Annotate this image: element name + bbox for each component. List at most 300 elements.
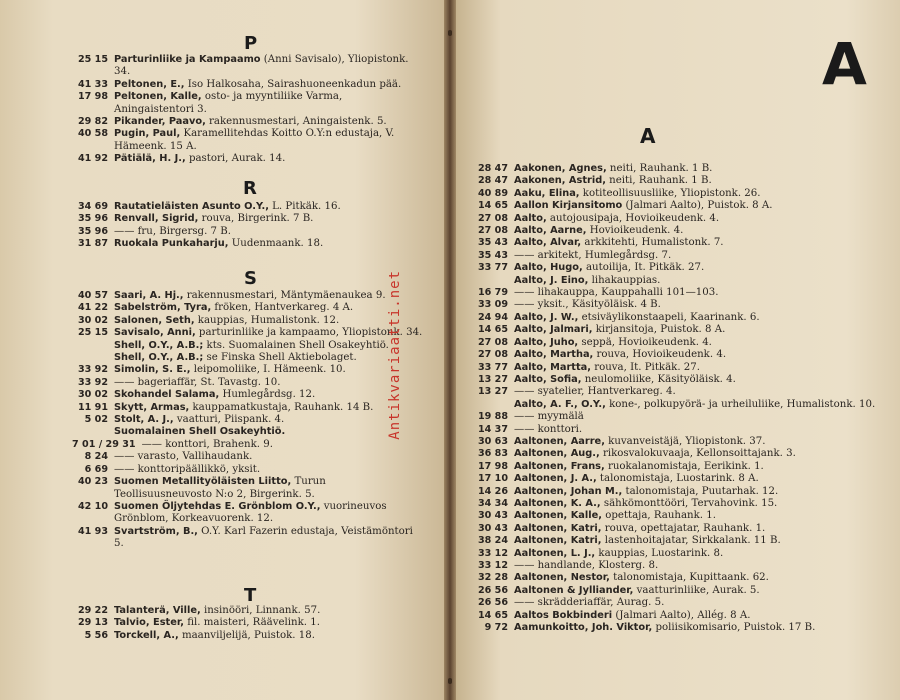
entry-details: Uudenmaank. 18. bbox=[228, 238, 324, 250]
directory-entry bbox=[72, 451, 424, 463]
phone-number bbox=[472, 399, 514, 411]
entry-text bbox=[514, 399, 876, 411]
phone-number: 33 12 bbox=[477, 547, 508, 559]
right-page bbox=[456, 0, 900, 700]
entry-text bbox=[114, 201, 424, 213]
directory-entry bbox=[472, 461, 876, 473]
directory-entry bbox=[72, 54, 424, 79]
entry-details: kuvanveistäjä, Yliopistonk. 37. bbox=[604, 435, 766, 447]
entry-name: Aalto, Aarne, bbox=[514, 225, 587, 237]
entry-details: etsiväylikonstaapeli, Kaarinank. 6. bbox=[578, 311, 760, 323]
entry-details: kauppias, Luostarink. 8. bbox=[595, 547, 724, 559]
phone-number: 33 09 bbox=[477, 299, 508, 311]
entry-details: Turun Teollisuusneuvosto N:o 2, Birgerink. 5. bbox=[114, 476, 326, 500]
phone-number bbox=[472, 275, 514, 287]
entry-name: Suomalainen Shell Osakeyhtiö. bbox=[114, 426, 286, 438]
phone-number: 35 96 bbox=[77, 225, 108, 237]
entry-text bbox=[114, 377, 424, 389]
entry-name: Aakonen, Astrid, bbox=[514, 175, 606, 187]
phone-number: 31 87 bbox=[77, 238, 108, 250]
entry-text bbox=[114, 213, 424, 225]
entry-details: ruokalanomistaja, Eerikink. 1. bbox=[604, 460, 764, 472]
section-a-list bbox=[472, 163, 876, 634]
entry-text bbox=[114, 630, 424, 642]
phone-number: 32 28 bbox=[477, 572, 508, 584]
directory-entry bbox=[472, 411, 876, 423]
phone-number: 41 33 bbox=[77, 78, 108, 90]
directory-entry bbox=[472, 362, 876, 374]
entry-text bbox=[114, 290, 424, 302]
directory-entry bbox=[72, 605, 424, 617]
entry-name: Skytt, Armas, bbox=[114, 401, 190, 413]
entry-details: rakennusmestari, Mäntymäenaukea 9. bbox=[183, 290, 386, 301]
phone-number: 42 10 bbox=[77, 500, 108, 512]
entry-details: kts. Suomalainen Shell Osakeyhtiö. bbox=[203, 339, 389, 351]
entry-name: Talvio, Ester, bbox=[114, 617, 184, 629]
directory-entry bbox=[72, 290, 424, 302]
directory-entry bbox=[72, 501, 424, 526]
phone-number: 29 22 bbox=[77, 605, 108, 616]
phone-number: 30 02 bbox=[77, 389, 108, 401]
phone-number: 25 15 bbox=[77, 54, 108, 65]
entry-name: Aakonen, Agnes, bbox=[514, 163, 607, 174]
entry-text bbox=[114, 352, 424, 364]
entry-details: se Finska Shell Aktiebolaget. bbox=[203, 352, 357, 364]
entry-name: Savisalo, Anni, bbox=[114, 327, 196, 339]
phone-number: 33 77 bbox=[477, 361, 508, 373]
watermark-text: Antikvariaatti.net bbox=[387, 270, 403, 440]
entry-name: Shell, O.Y., A.B.; bbox=[114, 352, 204, 364]
phone-number: 41 22 bbox=[77, 302, 108, 314]
entry-details: (Jalmari Aalto), Puistok. 8 A. bbox=[622, 200, 773, 212]
directory-entry bbox=[472, 250, 876, 262]
entry-details: maanviljelijä, Puistok. 18. bbox=[178, 629, 315, 641]
entry-name: Torckell, A., bbox=[114, 629, 179, 641]
thumb-index-letter: A bbox=[822, 30, 865, 98]
entry-details: —— arkitekt, Humlegårdsg. 7. bbox=[514, 249, 672, 261]
entry-details: —— myymälä bbox=[514, 411, 584, 423]
entry-details: —— syatelier, Hantverkareg. 4. bbox=[514, 386, 676, 398]
entry-details: rouva, Birgerink. 7 B. bbox=[198, 213, 314, 225]
entry-name: Aaltonen, Nestor, bbox=[514, 572, 610, 584]
directory-entry bbox=[72, 153, 424, 165]
phone-number: 14 37 bbox=[477, 423, 508, 435]
directory-entry bbox=[72, 377, 424, 389]
directory-entry bbox=[472, 374, 876, 386]
directory-entry bbox=[472, 324, 876, 336]
entry-text bbox=[114, 605, 424, 617]
entry-name: Peltonen, E., bbox=[114, 78, 185, 90]
entry-text bbox=[514, 362, 876, 374]
section-p-list bbox=[72, 54, 424, 166]
entry-name: Aaltonen, Katri, bbox=[514, 535, 602, 547]
directory-entry bbox=[72, 302, 424, 314]
section-letter-r: R bbox=[243, 178, 257, 199]
directory-entry bbox=[72, 91, 424, 116]
directory-entry bbox=[72, 389, 424, 401]
binding-hole bbox=[448, 30, 452, 36]
entry-details: kirjansitoja, Puistok. 8 A. bbox=[592, 324, 726, 336]
entry-text bbox=[514, 324, 876, 336]
entry-text bbox=[514, 175, 876, 187]
directory-entry bbox=[472, 448, 876, 460]
phone-number bbox=[72, 426, 114, 438]
phone-number: 13 27 bbox=[477, 386, 508, 398]
entry-text bbox=[514, 250, 876, 262]
directory-entry bbox=[472, 622, 876, 634]
entry-details: kauppamatkustaja, Rauhank. 14 B. bbox=[189, 401, 374, 413]
entry-name: Aalto, Martha, bbox=[514, 349, 594, 361]
directory-entry bbox=[472, 299, 876, 311]
phone-number: 16 79 bbox=[477, 287, 508, 299]
directory-entry bbox=[472, 213, 876, 225]
entry-details: autoilija, It. Pitkäk. 27. bbox=[582, 262, 705, 274]
section-letter-a: A bbox=[640, 124, 656, 148]
entry-details: rakennusmestari, Aningaistenk. 5. bbox=[205, 116, 387, 128]
phone-number: 27 08 bbox=[477, 336, 508, 348]
directory-entry bbox=[472, 287, 876, 299]
entry-details: sähkömonttööri, Tervahovink. 15. bbox=[600, 497, 778, 509]
entry-details: —— konttoripäällikkö, yksit. bbox=[114, 463, 261, 475]
entry-text bbox=[114, 364, 424, 376]
entry-text bbox=[114, 501, 424, 526]
entry-text bbox=[114, 464, 424, 476]
entry-text bbox=[514, 622, 876, 634]
entry-name: Aaku, Elina, bbox=[514, 187, 580, 199]
entry-text bbox=[514, 560, 876, 572]
entry-details: lastenhoitajatar, Sirkkalank. 11 B. bbox=[601, 535, 781, 547]
entry-details: vuorineuvos Grönblom, Korkeavuorenk. 12. bbox=[114, 500, 387, 525]
phone-number: 24 94 bbox=[477, 311, 508, 323]
entry-name: Suomen Metallityöläisten Liitto, bbox=[114, 476, 292, 488]
directory-entry bbox=[472, 262, 876, 274]
entry-name: Aalto, J. Eino, bbox=[514, 274, 589, 286]
phone-number: 33 92 bbox=[77, 376, 108, 388]
entry-name: Aalto, Juho, bbox=[514, 336, 579, 348]
directory-entry bbox=[72, 201, 424, 213]
entry-details: opettaja, Rauhank. 1. bbox=[601, 510, 716, 522]
phone-number: 35 43 bbox=[477, 249, 508, 261]
phone-number bbox=[72, 340, 114, 352]
phone-number: 8 24 bbox=[84, 451, 108, 463]
entry-name: Sabelström, Tyra, bbox=[114, 302, 212, 314]
directory-entry bbox=[72, 79, 424, 91]
directory-entry bbox=[72, 402, 424, 414]
entry-name: Renvall, Sigrid, bbox=[114, 213, 199, 225]
entry-name: Pikander, Paavo, bbox=[114, 116, 206, 128]
directory-entry bbox=[72, 128, 424, 153]
section-t-list bbox=[72, 605, 424, 642]
entry-text bbox=[514, 548, 876, 560]
entry-text bbox=[514, 237, 876, 249]
entry-name: Aaltos Bokbinderi bbox=[514, 609, 613, 621]
phone-number: 30 63 bbox=[477, 435, 508, 447]
entry-details: —— konttori. bbox=[514, 423, 583, 435]
directory-entry bbox=[72, 476, 424, 501]
phone-number: 28 47 bbox=[477, 175, 508, 187]
directory-entry bbox=[472, 225, 876, 237]
entry-details: kone-, polkupyörä- ja urheiluliike, Humalistonk. 10. bbox=[605, 398, 876, 410]
phone-number: 19 88 bbox=[477, 411, 508, 423]
phone-number: 26 56 bbox=[477, 584, 508, 596]
phone-number: 25 15 bbox=[77, 327, 108, 339]
entry-text bbox=[514, 610, 876, 622]
entry-details: osto- ja myyntiliike Varma, Aningaistentori 3. bbox=[114, 91, 343, 115]
entry-text bbox=[114, 238, 424, 250]
entry-text bbox=[514, 510, 876, 522]
entry-text bbox=[142, 439, 424, 451]
entry-text bbox=[114, 451, 424, 463]
section-letter-t: T bbox=[244, 585, 257, 606]
entry-name: Aaltonen, Katri, bbox=[514, 522, 602, 534]
phone-number: 27 08 bbox=[477, 349, 508, 361]
phone-number: 9 72 bbox=[484, 622, 508, 634]
directory-entry bbox=[72, 327, 424, 339]
entry-details: —— varasto, Vallihaudank. bbox=[114, 451, 253, 463]
directory-entry bbox=[72, 364, 424, 376]
entry-text bbox=[114, 340, 424, 352]
entry-name: Aaltonen, Johan M., bbox=[514, 485, 623, 497]
entry-text bbox=[514, 498, 876, 510]
directory-entry bbox=[472, 436, 876, 448]
entry-name: Aaltonen, K. A., bbox=[514, 497, 601, 509]
directory-entry bbox=[72, 439, 424, 451]
entry-details: poliisikomisario, Puistok. 17 B. bbox=[652, 622, 816, 634]
entry-text bbox=[514, 163, 876, 175]
entry-name: Aaltonen, Aarre, bbox=[514, 435, 605, 447]
directory-entry bbox=[472, 188, 876, 200]
phone-number: 35 96 bbox=[77, 213, 108, 225]
entry-details: kotiteollisuusliike, Yliopistonk. 26. bbox=[579, 187, 761, 199]
phone-number: 33 92 bbox=[77, 364, 108, 376]
entry-name: Aamunkoitto, Joh. Viktor, bbox=[514, 622, 653, 634]
phone-number: 5 02 bbox=[84, 414, 108, 426]
entry-text bbox=[114, 402, 424, 414]
entry-details: arkkitehti, Humalistonk. 7. bbox=[581, 237, 724, 249]
entry-text bbox=[114, 116, 424, 128]
entry-details: Humlegårdsg. 12. bbox=[219, 389, 316, 401]
entry-text bbox=[514, 200, 876, 212]
phone-number: 30 02 bbox=[77, 314, 108, 326]
entry-name: Shell, O.Y., A.B.; bbox=[114, 339, 204, 351]
entry-text bbox=[514, 436, 876, 448]
entry-text bbox=[514, 523, 876, 535]
entry-name: Parturinliike ja Kampaamo bbox=[114, 54, 261, 65]
entry-details: seppä, Hovioikeudenk. 4. bbox=[578, 336, 712, 348]
entry-details: talonomistaja, Puutarhak. 12. bbox=[622, 485, 779, 497]
directory-entry bbox=[72, 426, 424, 438]
entry-name: Aalto, Martta, bbox=[514, 361, 591, 373]
entry-details: —— bageriaffär, St. Tavastg. 10. bbox=[114, 376, 281, 388]
phone-number: 11 91 bbox=[77, 401, 108, 413]
directory-entry bbox=[72, 238, 424, 250]
directory-entry bbox=[472, 237, 876, 249]
entry-details: neulomoliike, Käsityöläisk. 4. bbox=[581, 373, 736, 385]
entry-text bbox=[514, 535, 876, 547]
entry-details: rouva, Hovioikeudenk. 4. bbox=[593, 349, 727, 361]
entry-name: Rautatieläisten Asunto O.Y., bbox=[114, 201, 269, 212]
entry-name: Pätiälä, H. J., bbox=[114, 153, 186, 165]
entry-name: Svartström, B., bbox=[114, 525, 198, 537]
directory-entry bbox=[472, 572, 876, 584]
entry-text bbox=[114, 389, 424, 401]
entry-name: Aalto, Alvar, bbox=[514, 237, 582, 249]
phone-number: 40 23 bbox=[77, 476, 108, 488]
directory-entry bbox=[72, 226, 424, 238]
entry-name: Aaltonen, Kalle, bbox=[514, 510, 602, 522]
left-page bbox=[0, 0, 444, 700]
section-letter-s: S bbox=[244, 268, 257, 289]
entry-text bbox=[114, 426, 424, 438]
entry-name: Salonen, Seth, bbox=[114, 314, 195, 326]
entry-name: Ruokala Punkaharju, bbox=[114, 238, 229, 250]
section-letter-p: P bbox=[244, 33, 258, 54]
phone-number: 38 24 bbox=[477, 535, 508, 547]
directory-entry bbox=[472, 510, 876, 522]
phone-number: 35 43 bbox=[477, 237, 508, 249]
phone-number: 28 47 bbox=[477, 163, 508, 174]
entry-details: Iso Halkosaha, Sairashuoneenkadun pää. bbox=[184, 78, 402, 90]
entry-text bbox=[114, 54, 424, 79]
entry-details: rouva, opettajatar, Rauhank. 1. bbox=[601, 522, 766, 534]
directory-entry bbox=[472, 560, 876, 572]
entry-details: rikosvalokuvaaja, Kellonsoittajank. 3. bbox=[599, 448, 796, 460]
phone-number: 14 65 bbox=[477, 324, 508, 336]
entry-text bbox=[514, 585, 876, 597]
entry-text bbox=[114, 315, 424, 327]
entry-text bbox=[114, 526, 424, 551]
directory-entry bbox=[472, 337, 876, 349]
entry-details: autojousipaja, Hovioikeudenk. 4. bbox=[546, 212, 720, 224]
entry-details: leipomoliike, I. Hämeenk. 10. bbox=[190, 364, 346, 376]
directory-entry bbox=[472, 498, 876, 510]
entry-name: Aalto, Sofia, bbox=[514, 373, 582, 385]
directory-entry bbox=[72, 630, 424, 642]
entry-text bbox=[114, 476, 424, 501]
entry-text bbox=[114, 79, 424, 91]
book-gutter bbox=[444, 0, 456, 700]
entry-text bbox=[514, 461, 876, 473]
directory-entry bbox=[472, 585, 876, 597]
entry-name: Pugin, Paul, bbox=[114, 128, 181, 140]
entry-name: Stolt, A. J., bbox=[114, 414, 174, 426]
entry-text bbox=[514, 448, 876, 460]
phone-number: 14 26 bbox=[477, 485, 508, 497]
entry-details: —— konttori, Brahenk. 9. bbox=[141, 438, 273, 450]
binding-hole bbox=[448, 678, 452, 684]
entry-details: Hovioikeudenk. 4. bbox=[586, 225, 684, 237]
phone-number: 34 69 bbox=[77, 201, 108, 212]
phone-number: 13 27 bbox=[477, 373, 508, 385]
entry-text bbox=[114, 226, 424, 238]
phone-number: 17 98 bbox=[477, 460, 508, 472]
entry-details: rouva, It. Pitkäk. 27. bbox=[591, 361, 701, 373]
directory-entry bbox=[72, 352, 424, 364]
entry-details: lihakauppias. bbox=[588, 274, 661, 286]
entry-text bbox=[114, 153, 424, 165]
entry-name: Aaltonen, Frans, bbox=[514, 460, 605, 472]
entry-details: —— lihakauppa, Kauppahalli 101—103. bbox=[514, 287, 719, 299]
directory-entry bbox=[472, 597, 876, 609]
entry-name: Aaltonen, Aug., bbox=[514, 448, 600, 460]
directory-entry bbox=[72, 526, 424, 551]
entry-text bbox=[114, 128, 424, 153]
entry-name: Peltonen, Kalle, bbox=[114, 91, 202, 103]
directory-entry bbox=[72, 414, 424, 426]
directory-entry bbox=[472, 610, 876, 622]
entry-details: fröken, Hantverkareg. 4 A. bbox=[211, 302, 354, 314]
section-r-list bbox=[72, 201, 424, 251]
directory-entry bbox=[72, 315, 424, 327]
directory-entry bbox=[472, 473, 876, 485]
phone-number: 27 08 bbox=[477, 212, 508, 224]
entry-text bbox=[514, 411, 876, 423]
phone-number: 33 77 bbox=[477, 262, 508, 274]
entry-name: Aalto, J. W., bbox=[514, 311, 579, 323]
phone-number: 36 83 bbox=[477, 448, 508, 460]
phone-number: 26 56 bbox=[477, 597, 508, 609]
entry-name: Skohandel Salama, bbox=[114, 389, 220, 401]
entry-name: Aallon Kirjansitomo bbox=[514, 200, 623, 212]
entry-name: Aaltonen, J. A., bbox=[514, 473, 597, 485]
phone-number: 14 65 bbox=[477, 200, 508, 212]
directory-entry bbox=[472, 424, 876, 436]
directory-entry bbox=[472, 275, 876, 287]
phone-number: 17 98 bbox=[77, 91, 108, 103]
directory-entry bbox=[72, 340, 424, 352]
entry-details: talonomistaja, Luostarink. 8 A. bbox=[596, 473, 759, 485]
phone-number: 14 65 bbox=[477, 609, 508, 621]
entry-text bbox=[114, 302, 424, 314]
directory-entry bbox=[72, 617, 424, 629]
entry-details: —— skrädderiaffär, Aurag. 5. bbox=[514, 597, 665, 609]
entry-details: Karamellitehdas Koitto O.Y:n edustaja, V. Hämeenk. 15 A. bbox=[114, 128, 395, 152]
phone-number: 40 57 bbox=[77, 290, 108, 301]
entry-text bbox=[514, 287, 876, 299]
entry-text bbox=[514, 225, 876, 237]
entry-details: neiti, Rauhank. 1 B. bbox=[606, 163, 713, 174]
directory-entry bbox=[72, 116, 424, 128]
phone-number: 40 58 bbox=[77, 128, 108, 140]
entry-name: Aalto, Hugo, bbox=[514, 262, 583, 274]
entry-text bbox=[514, 262, 876, 274]
entry-text bbox=[114, 91, 424, 116]
entry-text bbox=[514, 349, 876, 361]
entry-details: talonomistaja, Kupittaank. 62. bbox=[609, 572, 769, 584]
directory-entry bbox=[472, 200, 876, 212]
entry-text bbox=[114, 414, 424, 426]
entry-name: Suomen Öljytehdas E. Grönblom O.Y., bbox=[114, 500, 321, 512]
entry-details: pastori, Aurak. 14. bbox=[185, 153, 286, 165]
phone-number: 30 43 bbox=[477, 522, 508, 534]
directory-entry bbox=[72, 464, 424, 476]
entry-name: Aalto, bbox=[514, 212, 547, 224]
phone-number: 34 34 bbox=[477, 497, 508, 509]
phone-number: 27 08 bbox=[477, 225, 508, 237]
phone-number: 41 92 bbox=[77, 153, 108, 165]
entry-details: neiti, Rauhank. 1 B. bbox=[605, 175, 712, 187]
entry-text bbox=[114, 617, 424, 629]
directory-entry bbox=[72, 213, 424, 225]
entry-text bbox=[114, 327, 424, 339]
entry-text bbox=[514, 486, 876, 498]
phone-number: 30 43 bbox=[477, 510, 508, 522]
entry-details: —— fru, Birgersg. 7 B. bbox=[114, 225, 231, 237]
directory-entry bbox=[472, 548, 876, 560]
entry-details: L. Pitkäk. 16. bbox=[268, 201, 341, 212]
entry-details: —— handlande, Klosterg. 8. bbox=[514, 560, 659, 571]
phone-number bbox=[72, 352, 114, 364]
